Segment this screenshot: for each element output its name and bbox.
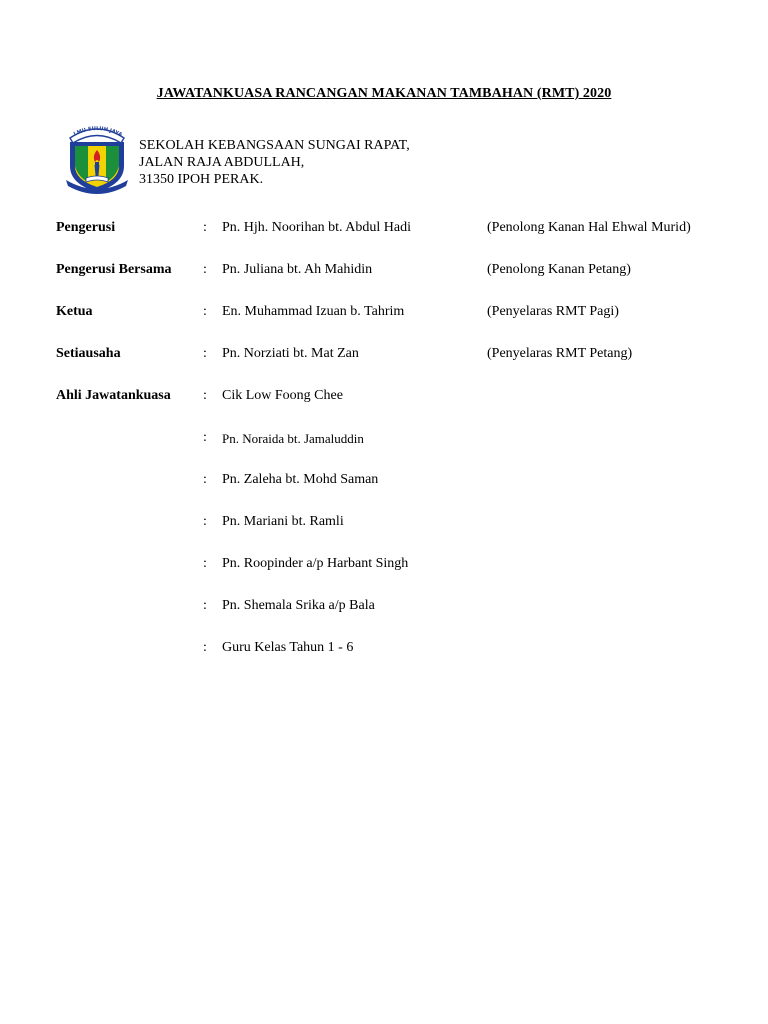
committee-row-member-5 (0, 556, 768, 576)
row-label: Pengerusi (56, 220, 116, 235)
address-line-city: 31350 IPOH PERAK. (139, 172, 264, 187)
row-separator: : (203, 346, 207, 361)
committee-row-co-chairperson (0, 262, 768, 282)
committee-row-chairperson (0, 220, 768, 240)
svg-text:ILMU SULUH JAYA: LMU SULUH JAYA (72, 125, 124, 139)
row-name: Pn. Mariani bt. Ramli (222, 514, 344, 529)
row-label: Ketua (56, 304, 93, 319)
row-separator: : (203, 220, 207, 235)
committee-row-member-1 (0, 388, 768, 408)
row-name: Pn. Noraida bt. Jamaluddin (222, 431, 364, 446)
committee-row-member-6 (0, 598, 768, 618)
row-role: (Penolong Kanan Petang) (487, 262, 631, 277)
row-name: En. Muhammad Izuan b. Tahrim (222, 304, 405, 319)
committee-row-secretary (0, 346, 768, 366)
row-separator: : (203, 304, 207, 319)
committee-row-head (0, 304, 768, 324)
committee-row-member-4 (0, 514, 768, 534)
row-separator: : (203, 472, 207, 487)
row-role: (Penyelaras RMT Petang) (487, 346, 633, 361)
row-label: Setiausaha (56, 346, 121, 361)
address-line-school-name: SEKOLAH KEBANGSAAN SUNGAI RAPAT, (139, 138, 410, 153)
row-label: Ahli Jawatankuasa (56, 388, 171, 403)
row-name: Pn. Norziati bt. Mat Zan (222, 346, 359, 361)
row-role: (Penolong Kanan Hal Ehwal Murid) (487, 220, 691, 235)
school-crest-logo (64, 122, 130, 194)
row-label: Pengerusi Bersama (56, 262, 172, 277)
committee-row-member-2 (0, 430, 768, 450)
row-separator: : (203, 556, 207, 571)
school-address (139, 137, 410, 188)
row-separator: : (203, 598, 207, 613)
address-line-street: JALAN RAJA ABDULLAH, (139, 155, 305, 170)
row-separator: : (203, 640, 207, 655)
row-name: Pn. Roopinder a/p Harbant Singh (222, 556, 409, 571)
row-name: Cik Low Foong Chee (222, 388, 343, 403)
row-name: Pn. Shemala Srika a/p Bala (222, 598, 375, 613)
committee-row-member-3 (0, 472, 768, 492)
row-name: Pn. Hjh. Noorihan bt. Abdul Hadi (222, 220, 411, 235)
row-separator: : (203, 430, 207, 445)
document-title: JAWATANKUASA RANCANGAN MAKANAN TAMBAHAN (RMT) 2020 (156, 86, 612, 101)
row-name: Pn. Juliana bt. Ah Mahidin (222, 262, 373, 277)
row-name: Pn. Zaleha bt. Mohd Saman (222, 472, 379, 487)
row-separator: : (203, 514, 207, 529)
row-separator: : (203, 388, 207, 403)
row-role: (Penyelaras RMT Pagi) (487, 304, 619, 319)
committee-row-member-7 (0, 640, 768, 660)
row-name: Guru Kelas Tahun 1 - 6 (222, 640, 354, 655)
row-separator: : (203, 262, 207, 277)
